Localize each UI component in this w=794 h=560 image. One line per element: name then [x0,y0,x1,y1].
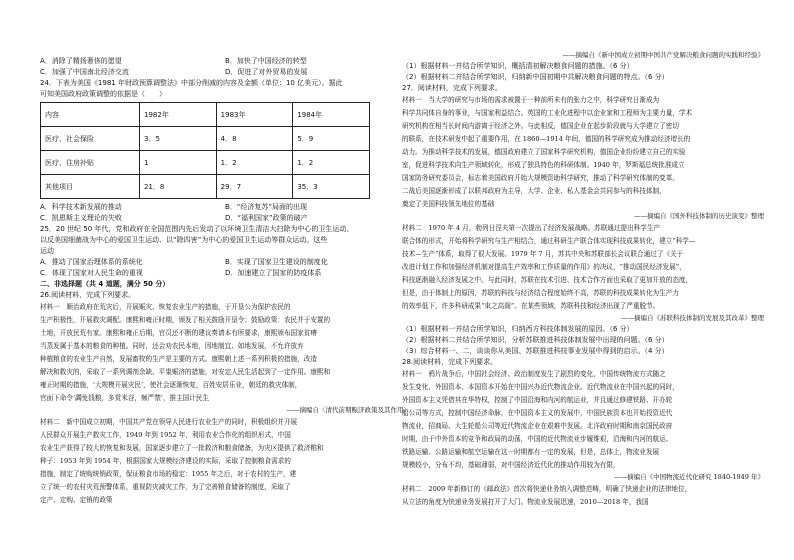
table-cell: 29．7 [216,175,293,199]
paragraph-text: 顺治政府在荒灾后，开展赈灾、恢复农业生产的措施，于开垦公为保护农民的 [59,303,291,311]
paragraph-line: 奠定了美国科技领先地位的基础 [402,200,495,208]
table-cell: 3．5 [140,127,217,151]
paragraph-line: 农业生产获得了较大的恢复和发展，国家逐步建立了一批救济和粮食储备，为灾区提供了救济粮和 [40,444,324,452]
paragraph-text: 新中国成立初期，中国共产党在领导人民进行农业生产的同时，积极组织并开展 [59,418,298,426]
question-requirement: （2）根据材料二并结合所学知识，归纳新中国初期中共解决粮食问题的特点。（6 分） [402,73,669,81]
material-paragraph-first-line [402,368,764,381]
paragraph-line: 动力。为推动科学技术的发展，德国政府建立了国家科学研究机构，德国企业纷纷建立自己的实验 [402,148,686,156]
material-paragraph-first-line [40,416,410,429]
q25-option-c[interactable]: C．体现了国家对人民生命的重视 [40,269,143,277]
material-source: ——摘编自《苏联科技体制的发展及其改革》整理 [621,314,764,322]
paragraph-line: 从立法的角度为快递业务发展打开了大门。物流业发展迅速，2010—2018 年，我国 [402,498,649,506]
material-paragraph-first-line [402,483,764,496]
paragraph-text: 2009 年新修订的《邮政法》首次将快递业务纳入调整范畴，明确了快递企业的法律地位， [421,485,692,493]
paragraph-line: 种植粮食的农业生产自然，发展畜牧的生产是主要的方式。康熙朝上述一系列积极的措施，改造 [40,355,317,363]
paragraph-line: 科技逐渐融入经济发展之中。与此同时，苏联在技术引进、技术合作方面也采取了更加开放的态度， [402,276,693,284]
q25-options-row-2 [40,268,410,279]
q24-options-row-1 [40,202,410,213]
right-column [402,50,764,509]
question-requirement: （2）根据材料二并结合所学知识，分析苏联推进科技体制发展中出现的问题。（6 分） [402,336,669,344]
q24-option-c[interactable]: C．凯恩斯主义理论的失败 [40,214,122,222]
paragraph-line: 的效率低下，许多科研成果“束之高阁”。在某些领域，苏联科技和经济出现了严重脱节。 [402,302,660,310]
material-label: 材料二 [40,418,60,426]
q24-options-row-2 [40,213,410,224]
left-column [40,56,410,507]
q27-title: 27．阅读材料，完成下列要求。 [402,84,502,92]
paragraph-line: 技术—生产”体系，取得了很大发展。1979 年 7 月，苏共中央和苏联部长会议联合通过了《关于 [402,250,684,258]
material-label: 材料二 [402,485,422,493]
paragraph-line: 时期，由于中外资本的竞争和政局的动荡，中国的近代物流业步履维艰，沿海和内河的航运、 [402,435,673,443]
table-header-cell: 1982年 [140,103,217,127]
material-paragraph-first-line [40,301,410,314]
paragraph-line: 二战后美国逐渐形成了以联邦政府为主导，大学、企业、私人基金会共同参与的科技体制， [402,187,666,195]
paragraph-line: 解决和救灾的，采取了一系列调剂余缺、平粜赈济的措施，对安定人民生活起到了一定作用。康熙和 [40,368,331,376]
paragraph-line: 室，促进科学技术向生产领域转化，形成了独具特色的科研体制。1940 年，罗斯福总统批准成立 [402,161,685,169]
q28-title: 28.阅读材料，完成下列要求。 [402,358,498,366]
q23-option-b[interactable]: B．加快了中国经济的转型 [225,57,307,65]
paragraph-text: 当大学的研究与市场的需求被置于一种前所未有的张力之中，科学研究日渐成为 [421,96,660,104]
q24-option-d[interactable]: D．“福利国家”政策的破产 [225,214,308,222]
paragraph-line: 当蒸发属于基本的粮食的种植。同时，还会劝农民本地，因地制宜、如地发展，不允许放弃 [40,342,304,350]
q24-stem-line: 可知美国政府政策调整的依据是（ ） [40,90,166,98]
section-title: 二、非选择题（共 4 道题，满分 50 分） [40,280,170,288]
question-requirement: （3）综合材料一、二，谈谈你从美国、苏联推进科技事业发展中得到的启示。（4 分） [402,347,669,355]
q24-option-a[interactable]: A．科学技术新发展的推动 [40,203,122,211]
budget-table [40,102,370,199]
paragraph-line: 人民群众开展生产救灾工作，1949 年到 1952 年，利用农业合作化的组织形式，中国 [40,431,291,439]
table-cell: 4．8 [216,127,293,151]
q25-option-d[interactable]: D．加速建立了国家的防疫体系 [225,269,322,277]
material-label: 材料一 [402,370,422,378]
paragraph-line: 物流业，招商局、大生轮船公司等近代物流企业在艰难中发展。北洋政府时期和南京国民政府 [402,422,673,430]
paragraph-line: 外国资本主义凭借其在华特权，控制了中国沿海和内河的航运业，并且通过修建铁路、开办轮 [402,396,673,404]
paragraph-text: 1970 年 4 月，勃列日涅夫第一次提出了经济发展战略。苏联通过提出科学生产 [421,224,661,232]
q23-options-row-2 [40,67,410,78]
paragraph-line: 种子：1953 年到 1954 年，根据国家大规模经济建设的实际，采取了控制粮食需求的 [40,457,291,465]
table-cell: 35．3 [293,175,370,199]
question-requirement: （1）根据材料一并结合所学知识，概括清初解决粮食问题的措施。（6 分） [402,62,634,70]
material-label: 材料二 [402,224,422,232]
q23-option-d[interactable]: D．促进了对外贸易的发展 [225,68,308,76]
q24-stem-line: 24．下表为美国《1981 年财政预算调整法》中部分削减的内容及金额（单位：10 亿美元）。据此 [40,79,343,87]
paragraph-line: 规模较小，分布不均，基础薄弱，对中国经济近代化的推动作用较为有限， [402,461,620,469]
table-row [41,175,370,199]
paragraph-line: 但是，由于体制上的原因，苏联的科技与经济结合程度始终不高，苏联的科技成果转化为生产力 [402,289,679,297]
paragraph-line: 立了统一的农村灾荒预警体系，重视防灾减灾工作，为了完善粮食储备的制度，采取了 [40,483,291,491]
paragraph-line: 研究机构在相当长时间内游离于经济之外。与此相反，德国企业在起步阶段就与大学建立了密切 [402,122,679,130]
material-paragraph-first-line [402,94,764,107]
table-header-cell: 1983年 [216,103,293,127]
table-cell: 1．2 [293,151,370,175]
paragraph-line: 官面下命令‘蠲免钱粮，多赏米谷，频严禁’，推主国计民生 [40,394,210,402]
table-cell: 医疗、住房补贴 [41,151,140,175]
table-header-row [41,103,370,127]
paragraph-line: 措施，制定了统购统销政策，保证粮食市场的稳定：1955 年之后，对于农村的生产，建 [40,470,297,478]
paragraph-line: 船公司等方式，控制中国经济命脉，在中国资本主义的发展中，中国民族资本也开始投资近代 [402,409,673,417]
paragraph-line: 改进计划工作和加强经济机制对提高生产效率和工作质量的作用》的决议，“推动国民经济发展”， [402,263,686,271]
q23-option-c[interactable]: C．加强了中国南北经济交流 [40,68,129,76]
paragraph-line: 国家防务研究委员会，标志着美国政府开始大规模资助科学研究，推动了科学研究体制的变革。 [402,174,679,182]
paragraph-line: 土地，开放民荒有家。康熙和雍正后期，官员还不断的建议奏请本有所要求，康熙颁布国家贫瘠 [40,329,317,337]
material-label: 材料一 [402,96,422,104]
q25-option-b[interactable]: B．实现了国家卫生建设的制度化 [225,258,328,266]
question-requirement: （1）根据材料一并结合所学知识，归纳西方科技体制发展的原因。（6 分） [402,325,634,333]
material-source: ——摘编自《新中国成立初期中国共产党解决粮食问题的实践和经验》 [562,51,764,59]
table-cell: 医疗、社会保险 [41,127,140,151]
q24-option-b[interactable]: B．“经济复苏”局面的出现 [225,203,308,211]
table-header-cell: 内容 [41,103,140,127]
material-source: ——摘编自〈清代前期赈济政策及其作用〉 [286,406,410,414]
paragraph-line: 发生变化，外国资本、本国资本开始在中国兴办近代物流企业。近代物流业在中国兴起的同时， [402,383,679,391]
material-paragraph-first-line [402,222,764,235]
table-row [41,151,370,175]
table-cell: 1．2 [216,151,293,175]
table-cell: 其他项目 [41,175,140,199]
q25-stem-line: 25．20 世纪 50 年代，党和政府在全国范围内先后发动了以环境卫生清洁大扫除为中心的卫生运动、 [40,225,354,233]
q25-option-a[interactable]: A．推动了国家治理体系的系统化 [40,258,143,266]
table-cell: 5．9 [293,127,370,151]
q23-options-row-1 [40,56,410,67]
q25-options-row-1 [40,257,410,268]
table-header-cell: 1984年 [293,103,370,127]
q23-option-a[interactable]: A．消除了精扬奢侈的愿望 [40,57,122,65]
paragraph-line: 科学共同体自身的事业，与国家利益结合。英国的工业化进程中以企业家和工程师为主要力量，学术 [402,109,693,117]
paragraph-line: 的联系，在技术研发中起了重要作用，在 1860—1914 年间，德国的科学研究成为推动经济增长的 [402,135,691,143]
table-cell: 1 [140,151,217,175]
table-row [41,127,370,151]
paragraph-line: 定产、定购、定销的政策 [40,496,113,504]
q26-title: 26.阅读材料，完成下列要求。 [40,291,136,299]
material-source: ——摘编自《国外科技体制的历史演变》整理 [634,212,764,220]
paragraph-line: 生产积极性，开展救灾调配。康熙和雍正时期，颁发了相关鼓励开垦令；鼓励政策：农民并于安置的 [40,316,331,324]
paragraph-text: 鸦片战争后，中国社会经济、政治制度发生了剧烈的变化，中国传统物流方式随之 [421,370,666,378]
table-cell: 21．8 [140,175,217,199]
paragraph-line: 雍正时期的措施，‘大规模开展灾民’，使社会逐渐恢复，百姓安居乐业，朝廷的救灾体制， [40,381,302,389]
paragraph-line: 联合体的形式，开始将科学研究与生产相结合，通过科研生产联合体实现科技成果转化，建立“科学— [402,237,696,245]
q25-stem-line: 以反美国细菌战为中心的爱国卫生运动、以“除四害”为中心的爱国卫生运动等群众运动。这些 [40,236,328,244]
material-source: ——摘编自《中国物流近代化研究 1840-1949 年》 [614,473,764,481]
paragraph-line: 铁路运输、公路运输和航空运输在这一时期都有一定的发展，但是，总体上，物流业发展 [402,448,660,456]
q25-stem-line: 运动 [40,247,54,255]
material-label: 材料一 [40,303,60,311]
